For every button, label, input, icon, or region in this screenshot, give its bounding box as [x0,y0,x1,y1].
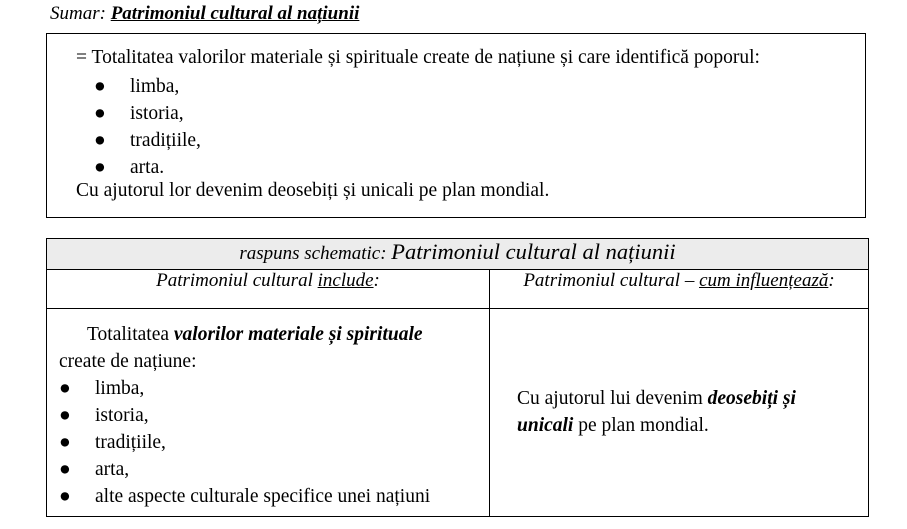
list-item-text: tradițiile, [130,130,201,151]
list-item-text: arta, [95,459,130,480]
list-item-text: limba, [130,76,180,97]
col2-prefix: Patrimoniul cultural – [523,270,700,291]
col1-suffix: : [373,270,380,291]
include-intro-rest: create de națiune: [59,351,197,372]
schematic-body-row [47,309,869,517]
summary-prefix: Sumar: [50,3,111,24]
schematic-header [47,239,869,270]
include-cell [47,309,490,517]
include-intro-bold: valorilor materiale și spirituale [173,324,423,345]
schematic-header-title: Patrimoniul cultural al națiunii [391,239,676,264]
bullet-icon: ● [94,103,106,124]
list-item-text: istoria, [95,405,149,426]
bullet-icon: ● [94,76,106,97]
summary-heading: Patrimoniul cultural al națiunii [110,3,360,24]
col1-prefix: Patrimoniul cultural [156,270,318,291]
summary-intro: = Totalitatea valorilor materiale și spirituale create de națiune și care identifică poporul: [76,47,760,68]
col2-suffix: : [828,270,835,291]
col1-underlined: include [317,270,374,291]
influence-plain: Cu ajutorul lui devenim [517,388,708,409]
column-header-include [47,270,490,309]
summary-closing: Cu ajutorul lor devenim deosebiți și unicali pe plan mondial. [76,180,550,201]
influence-rest: pe plan mondial. [573,415,709,436]
include-intro-line [59,321,479,348]
bullet-icon: ● [59,486,71,507]
column-header-influence [490,270,869,309]
schematic-header-row [47,239,869,270]
include-intro [59,321,479,375]
list-item-text: tradițiile, [95,432,166,453]
list-item-text: alte aspecte culturale specifice unei națiuni [95,486,431,507]
bullet-icon: ● [59,405,71,426]
schematic-header-prefix: raspuns schematic: [239,243,392,264]
list-item-text: limba, [95,378,145,399]
summary-box [46,33,866,218]
list-item-text: istoria, [130,103,184,124]
bullet-icon: ● [59,378,71,399]
influence-bold: deosebiți și unicali [517,388,796,436]
influence-text [517,385,857,439]
summary-title [50,3,359,25]
bullet-icon: ● [59,432,71,453]
col2-underlined: cum influențează [699,270,829,291]
list-item-text: arta. [130,157,165,178]
column-header-row [47,270,869,309]
schematic-table [46,238,869,517]
bullet-icon: ● [59,459,71,480]
bullet-icon: ● [94,130,106,151]
influence-cell [490,309,869,517]
bullet-icon: ● [94,157,106,178]
include-intro-plain: Totalitatea [87,324,174,345]
